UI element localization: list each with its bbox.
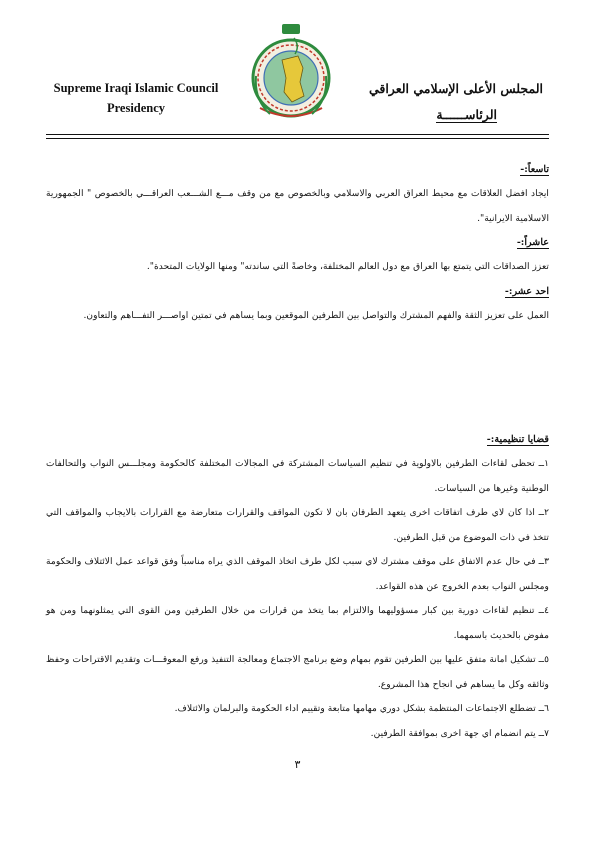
arabic-presidency: الرئاســــــة (436, 107, 497, 122)
organizational-issues-heading: قضايا تنظيمية:- (486, 434, 549, 445)
english-presidency: Presidency (106, 101, 166, 115)
page-number: ٣ (294, 758, 301, 771)
article-9-heading: تاسعاً:- (520, 164, 549, 175)
article-11-text: العمل على تعزيز الثقة والفهم المشترك والتواصل بين الطرفين الموقعين وبما يساهم في تمتين اواصـــر التفـــاهم والتعاون. (83, 309, 549, 321)
article-10-heading: عاشراً:- (516, 237, 549, 248)
articles-block (46, 158, 549, 328)
list-item: ٥ــ تشكيل امانة متفق عليها بين الطرفين تقوم بمهام وضع برنامج الاجتماع ومعالجة التنفيذ ورفع المعوقـــات وتقديم الاقتراحات وحفظ وثائقه وكل ما يساهم في انجاح هذا المشروع. (46, 654, 549, 690)
english-header (46, 78, 226, 118)
list-item: ٤ــ تنظيم لقاءات دورية بين كبار مسؤوليهما والالتزام بما يتخذ من قرارات من خلال الطرفين ومن القوى التي يمثلونهما ومن هو مفوض بالحديث باسمهما. (46, 605, 549, 641)
article-9-text: ايجاد افضل العلاقات مع محيط العراق العربي والاسلامي وبالخصوص مع من وقف مـــع الشـــعب العراقـــي بالخصوص " الجمهورية الاسلامية الايرانية". (46, 188, 549, 224)
arabic-header (353, 76, 543, 128)
list-item: ١ــ تحظى لقاءات الطرفين بالاولوية في تنظيم السياسات المشتركة في المجالات المختلفة كالحكومة ومجلـــس النواب والتحالفات الوطنية وغيرها من السياسات. (46, 458, 549, 494)
english-council-name: Supreme Iraqi Islamic Council (53, 81, 219, 95)
list-item: ٦ــ تضطلع الاجتماعات المنتظمة بشكل دوري مهامها متابعة وتقييم اداء الحكومة والبرلمان والائتلاف. (174, 703, 549, 714)
list-item: ٢ــ اذا كان لاي طرف اتفاقات اخرى يتعهد الطرفان بان لا تكون المواقف والقرارات متعارضة مع القرارات بالايجاب والمواقف التي تتخذ في ذات الموضوع من قبل الطرفين. (46, 507, 549, 543)
arabic-council-name: المجلس الأعلى الإسلامي العراقي (368, 81, 543, 96)
organizational-issues-block (46, 428, 549, 746)
article-11-heading: احد عشر:- (504, 285, 549, 297)
header-divider-thin (46, 138, 549, 139)
header-divider (46, 134, 549, 135)
council-emblem-icon (248, 16, 334, 124)
article-10-text: تعزز الصداقات التي يتمتع بها العراق مع دول العالم المختلفة، وخاصةً التي ساندته" ومنها الولايات المتحدة". (146, 261, 549, 272)
list-item: ٣ــ في حال عدم الاتفاق على موقف مشترك لاي سبب لكل طرف اتخاذ الموقف الذي يراه مناسباً وفق قواعد عمل الائتلاف والحكومة ومجلس النواب بعدم الخروج عن هذه القواعد. (46, 556, 549, 592)
list-item: ٧ــ يتم انضمام اي جهة اخرى بموافقة الطرفين. (370, 727, 549, 739)
